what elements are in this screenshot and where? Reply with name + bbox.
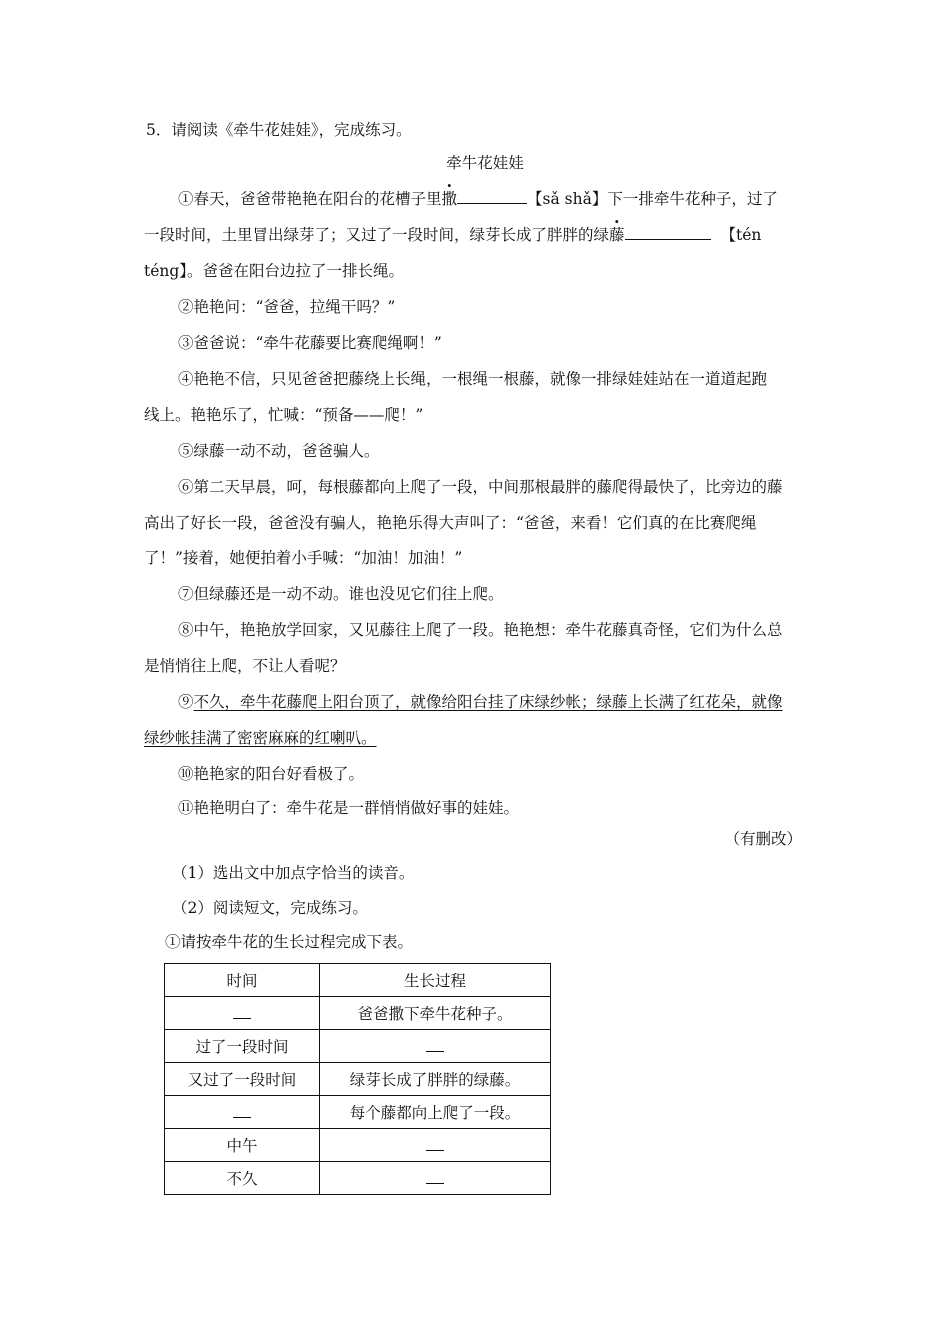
table-cell-process: 每个藤都向上爬了一段。 <box>320 1096 551 1129</box>
table-cell-time: 又过了一段时间 <box>165 1063 320 1096</box>
paragraph-1-line-2: 一段时间，土里冒出绿芽了；又过了一段时间，绿芽长成了胖胖的绿藤 【tén <box>144 226 762 244</box>
paragraph-1-line-1: ①春天，爸爸带艳艳在阳台的花槽子里撒 【sǎ shǎ】下一排牵牛花种子，过了 <box>178 190 778 208</box>
paragraph-6-line-2: 高出了好长一段，爸爸没有骗人，艳艳乐得大声叫了：“爸爸，来看！它们真的在比赛爬绳 <box>144 514 757 532</box>
answer-blank[interactable] <box>426 1037 444 1052</box>
table-header-process: 生长过程 <box>320 964 551 997</box>
question-header: 5．请阅读《牵牛花娃娃》，完成练习。 <box>146 121 412 139</box>
subquestion-2: （2）阅读短文，完成练习。 <box>172 899 368 917</box>
table-cell-process[interactable] <box>320 1030 551 1063</box>
paragraph-8-line-2: 是悄悄往上爬，不让人看呢？ <box>144 657 346 675</box>
table-cell-time[interactable] <box>165 997 320 1030</box>
table-row <box>165 1096 551 1129</box>
answer-blank-2[interactable] <box>625 224 711 240</box>
paragraph-6-line-1: ⑥第二天早晨，呵，每根藤都向上爬了一段，中间那根最胖的藤爬得最快了，比旁边的藤 <box>178 478 783 496</box>
paragraph-5: ⑤绿藤一动不动，爸爸骗人。 <box>178 442 380 460</box>
answer-blank-1[interactable] <box>457 188 527 204</box>
passage-title: 牵牛花娃娃 <box>446 154 524 172</box>
source-note: （有删改） <box>724 830 802 848</box>
paragraph-6-line-3: 了！”接着，她便拍着小手喊：“加油！加油！” <box>144 549 463 567</box>
table-row <box>165 1162 551 1195</box>
dotted-char-teng: 藤 <box>609 226 625 244</box>
paragraph-4-line-2: 线上。艳艳乐了，忙喊：“预备——爬！” <box>144 406 424 424</box>
paragraph-4-line-1: ④艳艳不信，只见爸爸把藤绕上长绳，一根绳一根藤，就像一排绿娃娃站在一道道起跑 <box>178 370 768 388</box>
table-cell-process[interactable] <box>320 1129 551 1162</box>
paragraph-11: ⑪艳艳明白了：牵牛花是一群悄悄做好事的娃娃。 <box>178 799 520 817</box>
table-cell-time: 中午 <box>165 1129 320 1162</box>
paragraph-8-line-1: ⑧中午，艳艳放学回家，又见藤往上爬了一段。艳艳想：牵牛花藤真奇怪，它们为什么总 <box>178 621 783 639</box>
paragraph-9-line-2: 绿纱帐挂满了密密麻麻的红喇叭。 <box>144 729 377 747</box>
paragraph-7: ⑦但绿藤还是一动不动。谁也没见它们往上爬。 <box>178 585 504 603</box>
table-cell-process: 绿芽长成了胖胖的绿藤。 <box>320 1063 551 1096</box>
underlined-sentence: 不久，牵牛花藤爬上阳台顶了，就像给阳台挂了床绿纱帐；绿藤上长满了红花朵，就像 <box>193 693 783 711</box>
table-cell-time: 不久 <box>165 1162 320 1195</box>
table-row <box>165 1063 551 1096</box>
table-header-time: 时间 <box>165 964 320 997</box>
paragraph-9-line-1: ⑨不久，牵牛花藤爬上阳台顶了，就像给阳台挂了床绿纱帐；绿藤上长满了红花朵，就像 <box>178 693 783 711</box>
paragraph-3: ③爸爸说：“牵牛花藤要比赛爬绳啊！” <box>178 334 442 352</box>
table-cell-time: 过了一段时间 <box>165 1030 320 1063</box>
paragraph-10: ⑩艳艳家的阳台好看极了。 <box>178 765 365 783</box>
table-row <box>165 1030 551 1063</box>
table-cell-time[interactable] <box>165 1096 320 1129</box>
subquestion-1: （1）选出文中加点字恰当的读音。 <box>172 864 415 882</box>
growth-table <box>164 963 551 1195</box>
table-row <box>165 997 551 1030</box>
table-row <box>165 1129 551 1162</box>
table-header-row <box>165 964 551 997</box>
subquestion-2-part-1: ①请按牵牛花的生长过程完成下表。 <box>165 933 414 951</box>
paragraph-1-line-3: téng】。爸爸在阳台边拉了一排长绳。 <box>144 262 405 280</box>
answer-blank[interactable] <box>426 1136 444 1151</box>
dotted-char-sa: 撒 <box>441 190 458 208</box>
table-cell-process[interactable] <box>320 1162 551 1195</box>
answer-blank[interactable] <box>426 1169 444 1184</box>
paragraph-2: ②艳艳问：“爸爸，拉绳干吗？” <box>178 298 396 316</box>
table-cell-process: 爸爸撒下牵牛花种子。 <box>320 997 551 1030</box>
answer-blank[interactable] <box>233 1004 251 1019</box>
answer-blank[interactable] <box>233 1103 251 1118</box>
